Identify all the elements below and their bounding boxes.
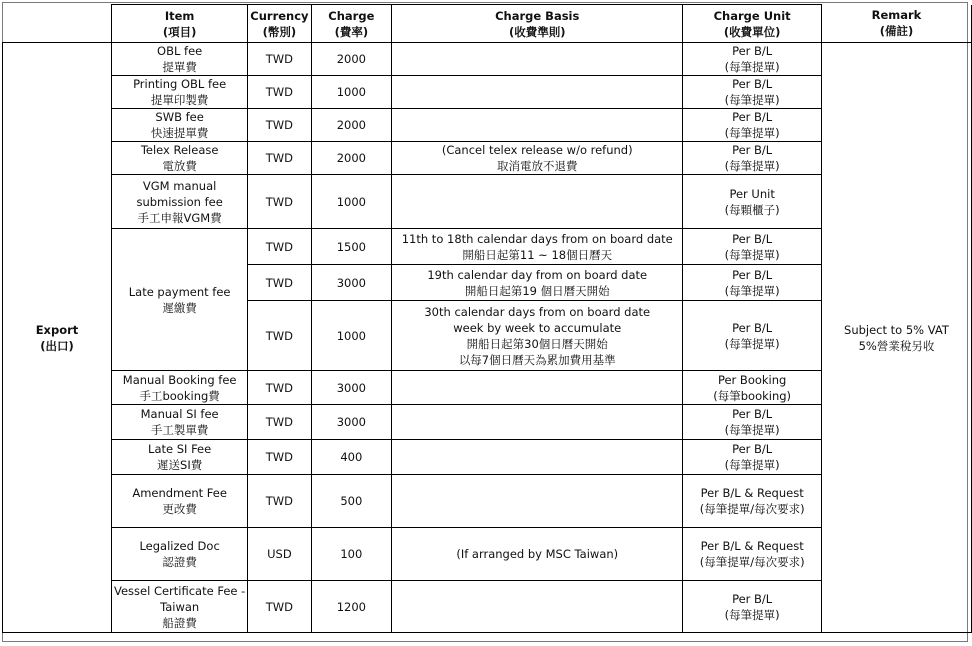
section-export-line: (出口) — [40, 338, 74, 353]
currency-cell: TWD — [248, 371, 311, 405]
item-cell — [111, 175, 247, 229]
basis-cell — [392, 265, 683, 301]
item-cell — [111, 76, 247, 109]
charge-cell: 1000 — [311, 175, 392, 229]
basis-cell-line: week by week to accumulate — [453, 320, 622, 335]
header-remark: Remark (備註) — [821, 5, 971, 43]
basis-cell-line: 開船日起第19 個日曆天開始 — [464, 283, 610, 298]
currency-cell: TWD — [248, 265, 311, 301]
item-cell-line: Manual SI fee — [140, 407, 219, 421]
item-cell-line: Manual Booking fee — [122, 372, 237, 387]
item-cell — [111, 581, 247, 633]
unit-cell — [683, 581, 822, 633]
currency-cell: TWD — [248, 301, 311, 371]
basis-cell-line: 30th calendar days from on board date — [424, 304, 651, 319]
charge-cell: 100 — [311, 528, 392, 581]
unit-cell-line: Per B/L — [732, 591, 773, 606]
unit-cell — [683, 301, 822, 371]
basis-cell — [392, 109, 683, 142]
basis-cell-line: 以每7個日曆天為累加費用基準 — [458, 352, 616, 367]
item-cell — [111, 142, 247, 175]
basis-cell — [392, 301, 683, 371]
unit-cell-line: (每筆提單) — [724, 458, 780, 472]
unit-cell — [683, 405, 822, 440]
unit-cell-line: (每筆提單) — [724, 93, 780, 107]
item-cell — [111, 440, 247, 475]
unit-cell-line: (每筆提單) — [724, 247, 780, 262]
item-cell-line: 遲繳費 — [162, 300, 197, 315]
basis-cell — [392, 76, 683, 109]
item-cell-line: Vessel Certificate Fee - — [113, 583, 246, 598]
unit-cell-line: (每筆提單) — [724, 423, 780, 437]
basis-cell-line: (Cancel telex release w/o refund) — [441, 143, 633, 157]
basis-cell — [392, 581, 683, 633]
item-cell-line: OBL fee — [157, 44, 203, 58]
unit-cell-line: (每筆提單) — [724, 336, 780, 351]
header-item: Item (項目) — [111, 5, 247, 43]
charge-cell: 1500 — [311, 229, 392, 265]
basis-cell-line: 11th to 18th calendar days from on board date — [401, 231, 673, 246]
unit-cell-line: Per B/L — [732, 407, 773, 421]
unit-cell-line: Per Booking — [717, 372, 787, 387]
currency-cell: TWD — [248, 142, 311, 175]
unit-cell — [683, 142, 822, 175]
basis-cell-line: 開船日起第30個日曆天開始 — [466, 336, 608, 351]
header-section — [3, 5, 112, 43]
unit-cell-line: (每顆櫃子) — [724, 202, 780, 217]
unit-cell-line: (每筆提單) — [724, 126, 780, 140]
unit-cell-line: Per B/L — [732, 44, 773, 58]
currency-cell: TWD — [248, 581, 311, 633]
item-cell-line: VGM manual — [142, 178, 217, 193]
item-cell-line: Late payment fee — [128, 284, 231, 299]
basis-cell — [392, 175, 683, 229]
unit-cell-line: Per B/L — [732, 231, 773, 246]
charge-cell: 3000 — [311, 405, 392, 440]
unit-cell-line: Per B/L & Request — [700, 539, 804, 553]
item-cell-line: 認證費 — [162, 555, 197, 569]
basis-cell — [392, 371, 683, 405]
currency-cell: TWD — [248, 405, 311, 440]
unit-cell-line: (每筆booking) — [713, 388, 792, 403]
charges-table — [2, 4, 972, 633]
item-cell-line: Legalized Doc — [139, 539, 220, 553]
unit-cell-line: Per B/L — [732, 110, 773, 124]
unit-cell-line: (每筆提單) — [724, 60, 780, 74]
basis-cell — [392, 405, 683, 440]
basis-cell-line: 開船日起第11 ~ 18個日曆天 — [462, 247, 613, 262]
basis-cell — [392, 440, 683, 475]
currency-cell: TWD — [248, 43, 311, 76]
unit-cell — [683, 175, 822, 229]
basis-cell-line: 19th calendar day from on board date — [427, 267, 648, 282]
remark-cell-line: Subject to 5% VAT — [844, 322, 949, 337]
item-cell-line: 提單費 — [162, 60, 197, 74]
item-cell — [111, 371, 247, 405]
item-cell-line: 電放費 — [162, 159, 197, 173]
item-cell — [111, 528, 247, 581]
charge-cell: 1000 — [311, 76, 392, 109]
currency-cell: USD — [248, 528, 311, 581]
item-cell-line: 手工製單費 — [150, 423, 209, 437]
item-cell — [111, 475, 247, 528]
item-cell-line: SWB fee — [155, 110, 204, 124]
unit-cell — [683, 76, 822, 109]
charge-cell: 2000 — [311, 109, 392, 142]
unit-cell-line: (每筆提單/每次要求) — [699, 502, 805, 516]
item-cell-line: 手工申報VGM費 — [137, 210, 222, 225]
header-unit: Charge Unit (收費單位) — [683, 5, 822, 43]
currency-cell: TWD — [248, 229, 311, 265]
section-export-line: Export — [35, 322, 79, 337]
table-row — [3, 43, 972, 76]
currency-cell: TWD — [248, 475, 311, 528]
basis-cell-line: 取消電放不退費 — [496, 159, 578, 173]
charge-cell: 2000 — [311, 43, 392, 76]
unit-cell — [683, 528, 822, 581]
unit-cell-line: Per Unit — [729, 186, 775, 201]
header-row — [3, 5, 972, 43]
item-cell-line: 遲送SI費 — [157, 458, 203, 472]
item-cell-line: 更改費 — [162, 502, 197, 516]
unit-cell-line: (每筆提單) — [724, 283, 780, 298]
charge-cell: 1200 — [311, 581, 392, 633]
section-export — [3, 43, 112, 633]
unit-cell — [683, 229, 822, 265]
currency-cell: TWD — [248, 440, 311, 475]
item-cell-line: 手工booking費 — [139, 388, 220, 403]
currency-cell: TWD — [248, 76, 311, 109]
item-cell-line: 提單印製費 — [150, 93, 209, 107]
remark-cell-line: 5%營業稅另收 — [858, 338, 935, 353]
unit-cell-line: Per B/L & Request — [700, 486, 804, 500]
unit-cell — [683, 440, 822, 475]
item-cell-line: submission fee — [136, 194, 223, 209]
unit-cell — [683, 265, 822, 301]
item-cell-line: Taiwan — [160, 599, 200, 614]
basis-cell — [392, 229, 683, 265]
item-cell-line: Late SI Fee — [148, 442, 212, 456]
item-cell — [111, 229, 247, 371]
unit-cell — [683, 475, 822, 528]
unit-cell-line: Per B/L — [732, 320, 773, 335]
currency-cell: TWD — [248, 175, 311, 229]
unit-cell-line: Per B/L — [732, 442, 773, 456]
basis-cell — [392, 475, 683, 528]
unit-cell — [683, 109, 822, 142]
item-cell — [111, 109, 247, 142]
charge-cell: 3000 — [311, 265, 392, 301]
basis-cell — [392, 142, 683, 175]
charge-cell: 400 — [311, 440, 392, 475]
unit-cell-line: Per B/L — [732, 267, 773, 282]
charge-cell: 3000 — [311, 371, 392, 405]
charge-cell: 1000 — [311, 301, 392, 371]
item-cell-line: Telex Release — [140, 143, 219, 157]
remark-cell — [821, 43, 971, 633]
unit-cell-line: (每筆提單) — [724, 607, 780, 622]
item-cell-line: Printing OBL fee — [133, 77, 227, 91]
unit-cell-line: Per B/L — [732, 77, 773, 91]
charge-cell: 2000 — [311, 142, 392, 175]
basis-cell-line: (If arranged by MSC Taiwan) — [456, 547, 619, 561]
unit-cell-line: (每筆提單/每次要求) — [699, 555, 805, 569]
unit-cell — [683, 371, 822, 405]
item-cell — [111, 405, 247, 440]
basis-cell — [392, 43, 683, 76]
item-cell-line: 快速提單費 — [150, 126, 209, 140]
unit-cell-line: (每筆提單) — [724, 159, 780, 173]
item-cell — [111, 43, 247, 76]
charge-cell: 500 — [311, 475, 392, 528]
header-basis: Charge Basis (收費準則) — [392, 5, 683, 43]
header-charge: Charge (費率) — [311, 5, 392, 43]
unit-cell — [683, 43, 822, 76]
item-cell-line: Amendment Fee — [132, 486, 227, 500]
header-currency: Currency (幣別) — [248, 5, 311, 43]
item-cell-line: 船證費 — [162, 615, 197, 630]
unit-cell-line: Per B/L — [732, 143, 773, 157]
currency-cell: TWD — [248, 109, 311, 142]
basis-cell — [392, 528, 683, 581]
